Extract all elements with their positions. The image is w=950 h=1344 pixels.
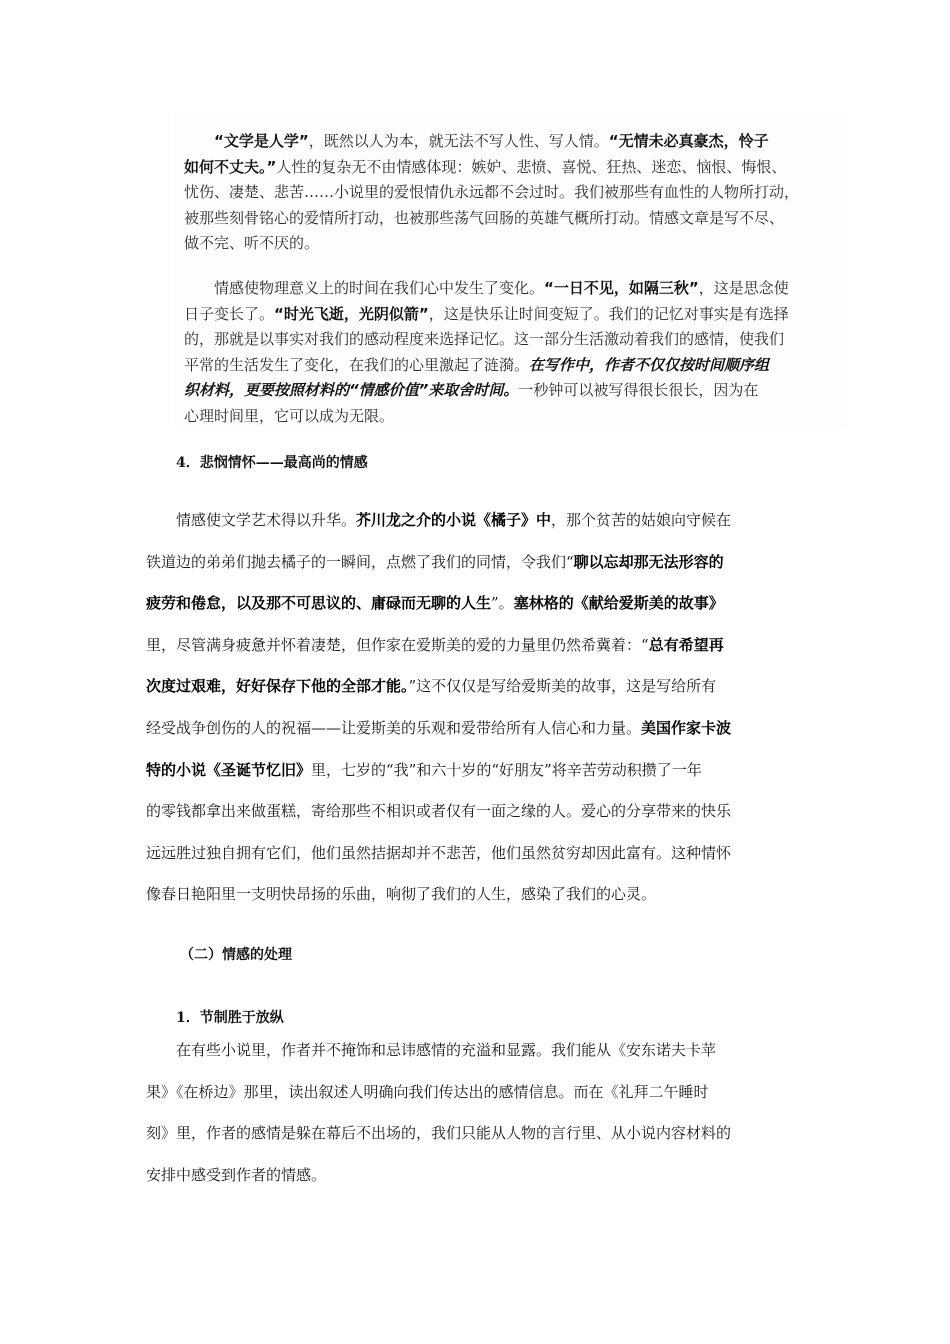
section-4-body: 情感使文学艺术得以升华。芥川龙之介的小说《橘子》中，那个贫苦的姑娘向守候在 铁道边的弟弟们抛去橘子的一瞬间，点燃了我们的同情，令我们“聊以忘却那无法形容的 疲劳和倦怠，以及那不可思议的、庸碌而无聊的人生”。塞林格的《献给爱斯美的故事》 里，尽管满身疲惫并怀着凄楚，但作家在爱斯美的爱的力量里仍然希冀着：“总有希望再 次度过艰难，好好保存下他的全部才能。”这不仅仅是写给爱斯美的故事，这是写给所有 经受战争创伤的人的祝福——让爱斯美的乐观和爱带给所有人信心和力量。美国作家卡波 特的小说《圣诞节忆旧》里，七岁的“我”和六十岁的“好朋友”将辛苦劳动积攒了一年 的零钱都拿出来做蛋糕，寄给那些不相识或者仅有一面之缘的人。爱心的分享带来的快乐 远远胜过独自拥有它们，他们虽然拮据却并不悲苦，他们虽然贫穷却因此富有。这种情怀 像春日艳阳里一支明快昂扬的乐曲，响彻了我们的人生，感染了我们的心灵。 xyxy=(146,511,732,904)
excerpt-paragraph-1: “文学是人学”，既然以人为本，就无法不写人性、写人情。“无情未必真豪杰，怜子 如何不丈夫。”人性的复杂无不由情感体现：嫉妒、悲愤、喜悦、狂热、迷恋、恼恨、悔恨、 忧伤、凄楚、悲苦……小说里的爱恨情仇永远都不会过时。我们被那些有血性的人物所打动， 被那些刻骨铭心的爱情所打动，也被那些荡气回肠的英雄气概所打动。情感文章是写不尽、 做不完、听不厌的。 xyxy=(184,132,800,253)
excerpt-paragraph-2: 情感使物理意义上的时间在我们心中发生了变化。“一日不见，如隔三秋”，这是思念使 日子变长了。“时光飞逝，光阴似箭”，这是快乐让时间变短了。我们的记忆对事实是有选择 的，那就是以事实对我们的感动程度来选择记忆。这一部分生活激动着我们的感情，使我们 平常的生活发生了变化，在我们的心里激起了涟漪。在写作中，作者不仅仅按时间顺序组 织材料，更要按照材料的“情感价值”来取舍时间。一秒钟可以被写得很长很长，因为在 心理时间里，它可以成为无限。 xyxy=(184,279,789,425)
section-4-heading: 4．悲悯情怀——最高尚的情感 xyxy=(176,455,368,471)
section-1-body: 在有些小说里，作者并不掩饰和忌讳感情的充溢和显露。我们能从《安东诺夫卡苹 果》《在桥边》那里，读出叙述人明确向我们传达出的感情信息。而在《礼拜二午睡时 刻》里，作者的感情是躲在幕后不出场的，我们只能从人物的言行里、从小说内容材料的 安排中感受到作者的情感。 xyxy=(146,1041,732,1184)
section-1-heading: 1．节制胜于放纵 xyxy=(176,1010,284,1026)
scanned-excerpt xyxy=(174,113,844,429)
section-two-heading: （二）情感的处理 xyxy=(180,947,292,963)
